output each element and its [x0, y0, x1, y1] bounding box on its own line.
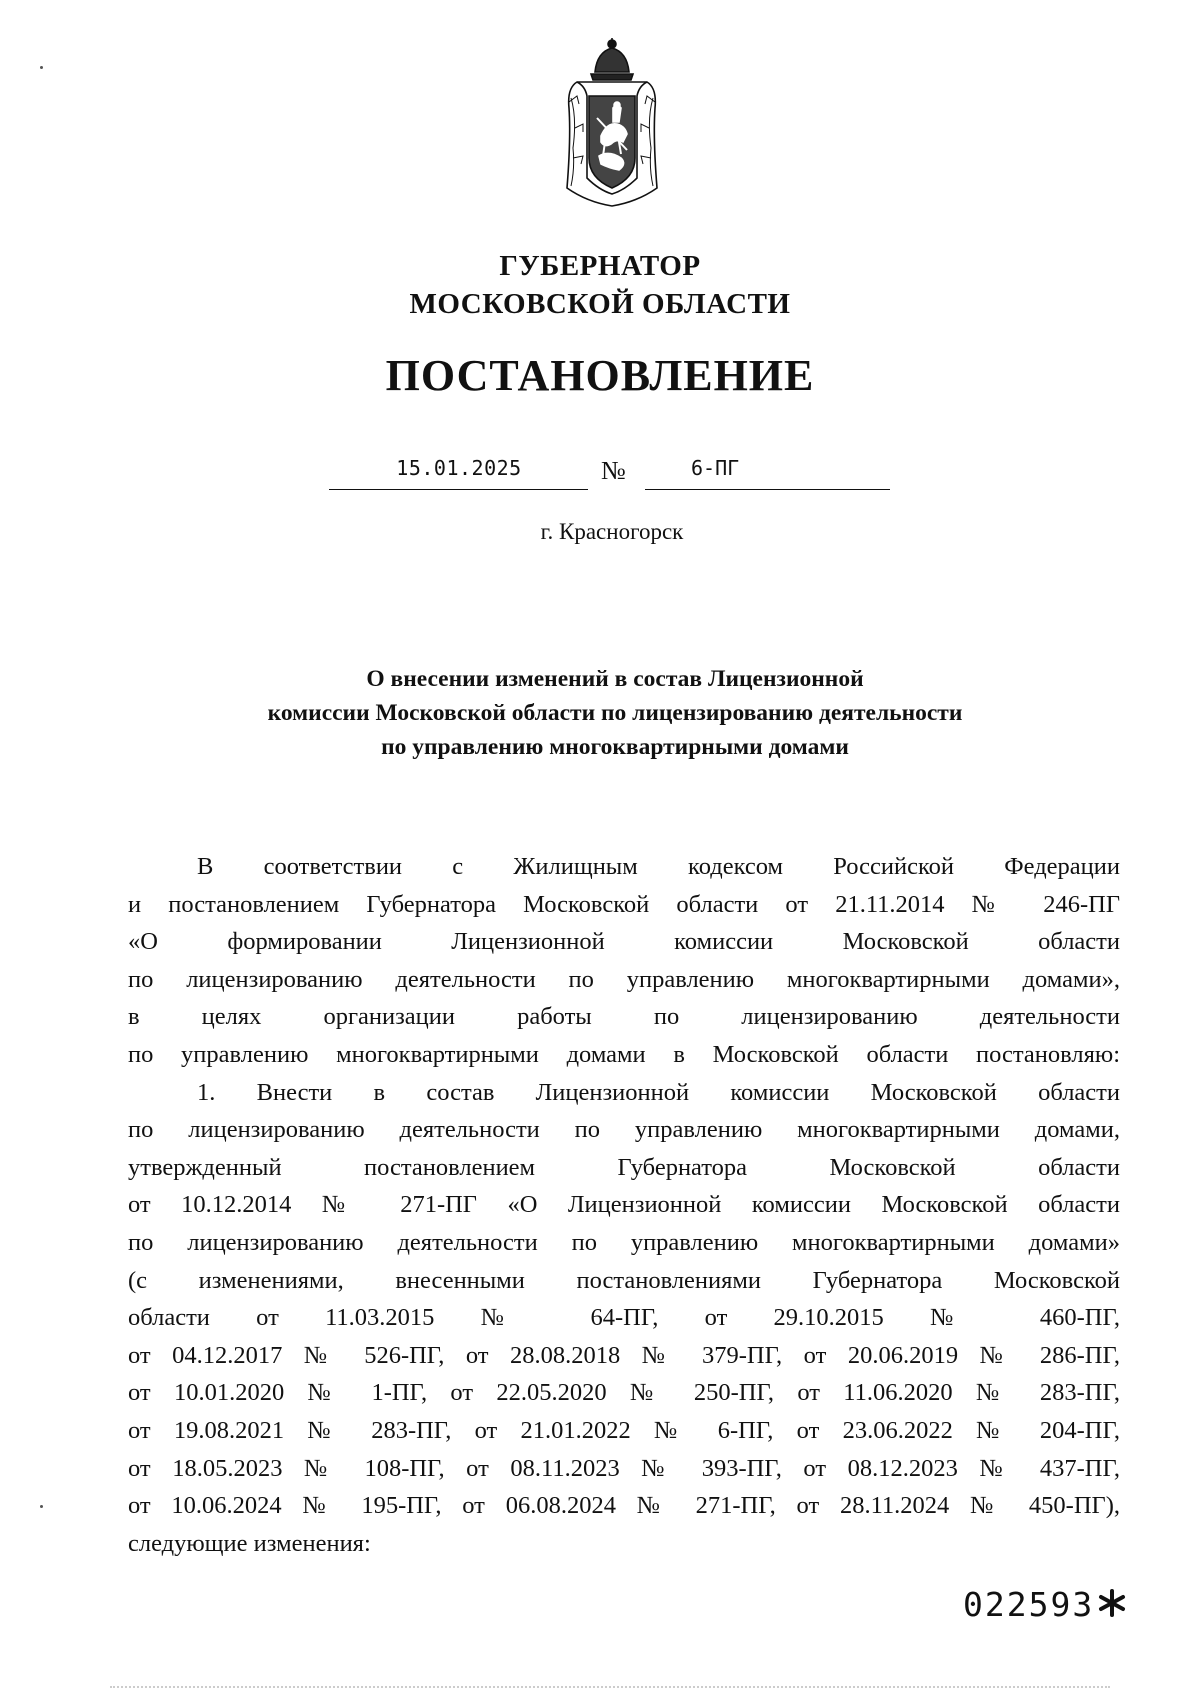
body-line: от 10.06.2024 № 195-ПГ, от 06.08.2024 № 271-ПГ, от 28.11.2024 № 450-ПГ),: [128, 1492, 1120, 1520]
coat-of-arms-icon: [557, 38, 667, 210]
body-line: по лицензированию деятельности по управлению многоквартирными домами,: [128, 1116, 1120, 1144]
body-line: по управлению многоквартирными домами в Московской области постановляю:: [128, 1040, 1120, 1068]
body-line: в целях организации работы по лицензированию деятельности: [128, 1003, 1120, 1031]
body-line: от 10.12.2014 № 271-ПГ «О Лицензионной комиссии Московской области: [128, 1191, 1120, 1219]
body-line: 1. Внести в состав Лицензионной комиссии Московской области: [197, 1078, 1120, 1106]
body-line: по лицензированию деятельности по управлению многоквартирными домами»: [128, 1228, 1120, 1256]
issue-city: г. Красногорск: [540, 519, 684, 544]
body-line: и постановлением Губернатора Московской области от 21.11.2014 № 246-ПГ: [128, 890, 1120, 918]
body-line: от 18.05.2023 № 108-ПГ, от 08.11.2023 № 393-ПГ, от 08.12.2023 № 437-ПГ,: [128, 1454, 1120, 1482]
date-underline: [329, 489, 588, 490]
authority-name-line1: ГУБЕРНАТОР: [499, 250, 701, 282]
document-title-line2: комиссии Московской области по лицензированию деятельности: [267, 700, 963, 726]
document-type: ПОСТАНОВЛЕНИЕ: [385, 351, 815, 400]
body-line: В соответствии с Жилищным кодексом Российской Федерации: [197, 853, 1120, 880]
body-line: от 10.01.2020 № 1-ПГ, от 22.05.2020 № 250-ПГ, от 11.06.2020 № 283-ПГ,: [128, 1379, 1120, 1407]
document-number: 6-ПГ: [691, 456, 740, 480]
body-line: области от 11.03.2015 № 64-ПГ, от 29.10.2015 № 460-ПГ,: [128, 1304, 1120, 1332]
body-line: утвержденный постановлением Губернатора Московской области: [128, 1153, 1120, 1181]
body-line: по лицензированию деятельности по управлению многоквартирными домами»,: [128, 965, 1120, 993]
body-line: от 19.08.2021 № 283-ПГ, от 21.01.2022 № 6-ПГ, от 23.06.2022 № 204-ПГ,: [128, 1416, 1120, 1444]
document-title-line1: О внесении изменений в состав Лицензионной: [366, 666, 864, 692]
document-title-line3: по управлению многоквартирными домами: [381, 734, 849, 760]
scan-speck: [40, 66, 43, 69]
scan-edge-noise: [110, 1686, 1110, 1688]
asterisk-icon: [1097, 1588, 1127, 1618]
document-body: [128, 848, 1120, 1562]
scan-speck: [40, 1505, 43, 1508]
body-line: «О формировании Лицензионной комиссии Московской области: [128, 928, 1120, 956]
body-line: (с изменениями, внесенными постановлениями Губернатора Московской: [128, 1266, 1120, 1294]
authority-name-line2: МОСКОВСКОЙ ОБЛАСТИ: [409, 288, 791, 320]
number-underline: [645, 489, 890, 490]
body-line: от 04.12.2017 № 526-ПГ, от 28.08.2018 № 379-ПГ, от 20.06.2019 № 286-ПГ,: [128, 1341, 1120, 1369]
body-line: следующие изменения:: [128, 1529, 371, 1557]
document-date: 15.01.2025: [396, 456, 522, 480]
number-sign: №: [601, 456, 626, 485]
serial-number: 022593: [963, 1585, 1095, 1624]
